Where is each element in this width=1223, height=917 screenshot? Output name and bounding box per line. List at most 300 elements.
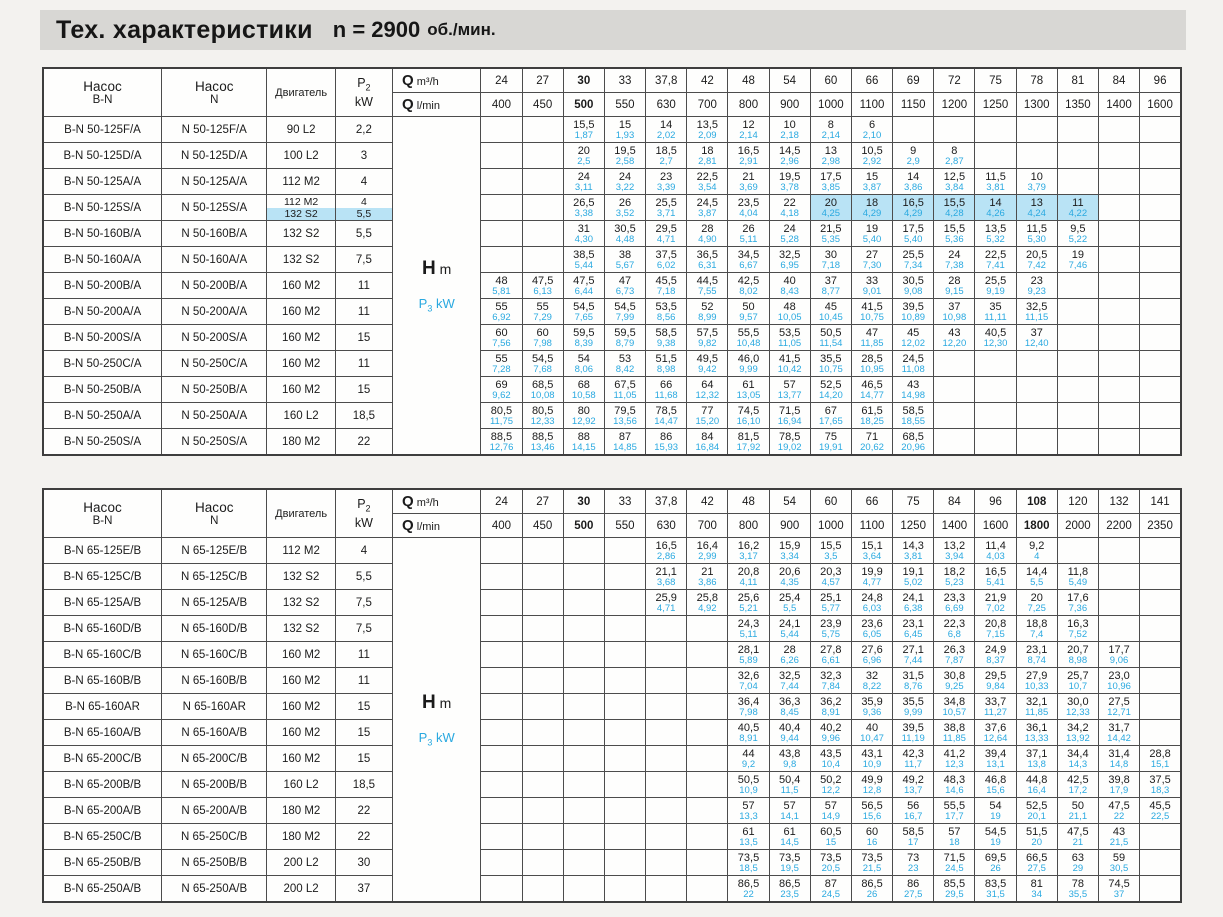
h-p-value-cell [1016, 798, 1057, 824]
empty-cell [1098, 564, 1139, 590]
power-value: 16,7 [903, 811, 923, 823]
flow-m3h-cell: 27 [522, 68, 563, 93]
h-p-value-cell [934, 221, 975, 247]
h-p-value-cell [810, 429, 851, 456]
head-value: 57 [824, 799, 837, 812]
flow-m3h-cell: 132 [1098, 489, 1139, 514]
empty-cell [646, 694, 687, 720]
power-value: 14,5 [780, 837, 799, 849]
empty-cell [1098, 616, 1139, 642]
h-p-value-cell [646, 429, 687, 456]
power-value: 7,46 [1068, 260, 1088, 272]
flow-lmin-cell: 1100 [851, 514, 892, 538]
pump-bn-cell: B-N 65-200C/B [43, 746, 162, 772]
h-p-value-cell [646, 221, 687, 247]
h-p-value-cell [975, 668, 1016, 694]
motor-cell: 180 M2 [267, 824, 335, 850]
head-value: 40 [865, 721, 879, 734]
power-value: 10,42 [777, 364, 802, 376]
head-value: 35,9 [861, 695, 883, 708]
empty-cell [604, 694, 645, 720]
h-p-value-cell [851, 720, 892, 746]
head-value: 25,5 [902, 248, 924, 261]
power-value: 2,18 [780, 130, 799, 142]
pump-bn-cell: B-N 50-160B/A [43, 221, 162, 247]
power-value: 2,09 [698, 130, 717, 142]
head-value: 58,5 [655, 326, 677, 339]
power-value: 12,02 [901, 338, 926, 350]
flow-m3h-cell: 30 [563, 489, 604, 514]
h-p-value-cell [893, 720, 934, 746]
empty-cell [522, 694, 563, 720]
h-p-value-cell [563, 195, 604, 221]
col-header-motor: Двигатель [267, 489, 335, 538]
power-value: 5,32 [986, 234, 1005, 246]
power-value: 10,45 [818, 312, 843, 324]
power-value: 2,58 [615, 156, 635, 168]
h-p-value-cell [687, 273, 728, 299]
pump-n-title: Насос [195, 499, 234, 515]
power-value: 16,4 [1027, 785, 1046, 797]
empty-cell [1140, 143, 1181, 169]
empty-cell [522, 538, 563, 564]
h-p-value-cell [687, 351, 728, 377]
h-p-value-cell [769, 876, 810, 903]
power-value: 2,7 [659, 156, 673, 168]
empty-cell [1140, 351, 1181, 377]
h-p-value-cell [810, 377, 851, 403]
pump-bn-sub: B-N [92, 514, 113, 527]
head-value: 73 [907, 851, 920, 864]
flow-lmin-cell: 2350 [1140, 514, 1181, 538]
h-p-value-cell [728, 720, 769, 746]
power-value: 22,5 [1150, 811, 1170, 823]
col-header-pump-n [162, 489, 267, 538]
title-bar [40, 10, 1186, 50]
empty-cell [563, 694, 604, 720]
empty-cell [563, 590, 604, 616]
h-p-value-cell [975, 850, 1016, 876]
h-p-value-cell [893, 299, 934, 325]
head-value: 54 [577, 352, 590, 365]
empty-cell [1140, 824, 1181, 850]
h-p-value-cell [604, 429, 645, 456]
head-value: 78,5 [778, 430, 801, 443]
flow-lmin-cell: 2000 [1057, 514, 1098, 538]
head-value: 83,5 [984, 877, 1007, 890]
head-value: 16,4 [696, 539, 719, 552]
h-p-value-cell [522, 377, 563, 403]
power-value: 8,56 [656, 312, 676, 324]
head-value: 24,5 [902, 352, 924, 365]
power-value: 4,22 [1068, 208, 1088, 220]
empty-cell [1016, 143, 1057, 169]
power-value: 5,40 [903, 234, 923, 246]
p2-cell: 3 [335, 143, 392, 169]
head-value: 35,5 [902, 695, 924, 708]
flow-m3h-cell: 84 [1098, 68, 1139, 93]
power-value: 5,11 [739, 234, 758, 246]
h-p-value-cell [563, 169, 604, 195]
power-value: 12,20 [942, 338, 967, 350]
h-p-value-cell [1057, 850, 1098, 876]
power-value: 5,75 [821, 629, 841, 641]
pump-table-65-container [42, 488, 1182, 903]
pump-row [43, 642, 1181, 668]
power-value: 10,75 [818, 364, 843, 376]
pump-bn-cell: B-N 50-250C/A [43, 351, 162, 377]
h-p-value-cell [646, 143, 687, 169]
empty-cell [1140, 694, 1181, 720]
head-value: 61 [742, 825, 755, 838]
head-value: 24,9 [984, 643, 1007, 656]
h-p-value-cell [1057, 876, 1098, 903]
power-value: 3,69 [739, 182, 758, 194]
h-p-value-cell [563, 143, 604, 169]
h-p-value-cell [1016, 668, 1057, 694]
power-value: 16 [866, 837, 878, 849]
empty-cell [522, 876, 563, 903]
empty-cell [687, 616, 728, 642]
h-p-value-cell [934, 642, 975, 668]
empty-cell [563, 746, 604, 772]
empty-cell [522, 850, 563, 876]
motor-cell: 132 S2 [267, 616, 335, 642]
head-value: 38,8 [943, 721, 966, 734]
p2-cell: 5,5 [335, 564, 392, 590]
h-p-value-cell [687, 377, 728, 403]
head-value: 55,5 [943, 799, 966, 812]
h-p-value-cell [769, 824, 810, 850]
empty-cell [1016, 117, 1057, 143]
power-value: 7,18 [656, 286, 676, 298]
h-p-value-cell [1098, 642, 1139, 668]
pump-row [43, 429, 1181, 456]
head-value: 15,9 [778, 539, 801, 552]
h-p-value-cell [769, 273, 810, 299]
power-value: 11,85 [860, 338, 884, 350]
head-value: 30,5 [902, 274, 924, 287]
power-value: 12,71 [1107, 707, 1131, 719]
h-p-value-cell [687, 325, 728, 351]
head-value: 19 [865, 222, 879, 235]
power-value: 1,93 [615, 130, 635, 142]
head-value: 14 [989, 196, 1002, 209]
p2-cell: 22 [335, 824, 392, 850]
col-header-pump-bn [43, 489, 162, 538]
power-value: 7,4 [1030, 629, 1044, 641]
h-p-value-cell [728, 169, 769, 195]
h-p-value-cell [563, 429, 604, 456]
head-value: 44,8 [1026, 773, 1048, 786]
head-value: 13,5 [984, 222, 1007, 235]
power-value: 5,40 [862, 234, 882, 246]
head-value: 51,5 [1026, 825, 1048, 838]
power-value: 21,1 [1068, 811, 1088, 823]
h-p-value-cell [1098, 694, 1139, 720]
h-p-value-cell [522, 273, 563, 299]
empty-cell [604, 642, 645, 668]
power-value: 6,73 [615, 286, 635, 298]
power-value: 20,5 [821, 863, 841, 875]
p2-cell: 7,5 [335, 616, 392, 642]
p2-cell: 11 [335, 299, 392, 325]
head-value: 16,5 [655, 539, 677, 552]
h-p-value-cell [563, 325, 604, 351]
empty-cell [1140, 195, 1181, 221]
p2-cell: 5,5 [335, 221, 392, 247]
head-value: 19,9 [861, 565, 883, 578]
empty-cell [522, 169, 563, 195]
head-value: 71 [865, 430, 879, 443]
empty-cell [1098, 169, 1139, 195]
flow-lmin-cell: 2200 [1098, 514, 1139, 538]
empty-cell [687, 798, 728, 824]
empty-cell [1098, 351, 1139, 377]
power-value: 3,22 [615, 182, 635, 194]
h-p-value-cell [893, 668, 934, 694]
power-value: 17,7 [945, 811, 964, 823]
power-value: 3,87 [862, 182, 882, 194]
table-header [43, 489, 1181, 538]
empty-cell [563, 850, 604, 876]
hp-axis-label [393, 258, 480, 314]
empty-cell [481, 720, 522, 746]
power-value: 6,69 [945, 603, 964, 615]
head-value: 17,7 [1108, 643, 1130, 656]
head-value: 25,5 [984, 274, 1007, 287]
flow-m3h-cell: 60 [810, 489, 851, 514]
pump-row [43, 772, 1181, 798]
pump-n-cell: N 50-125S/A [162, 195, 267, 221]
h-p-value-cell [934, 195, 975, 221]
empty-cell [1057, 117, 1098, 143]
power-value: 9,25 [945, 681, 964, 693]
h-p-value-cell [851, 668, 892, 694]
head-value: 27,8 [820, 643, 842, 656]
power-value: 4,90 [698, 234, 717, 246]
empty-cell [522, 746, 563, 772]
power-value: 7,98 [739, 707, 758, 719]
power-value: 4,29 [862, 208, 882, 220]
h-p-value-cell [522, 325, 563, 351]
h-p-value-cell [728, 824, 769, 850]
power-value: 13,56 [613, 416, 637, 428]
h-p-value-cell [810, 325, 851, 351]
h-p-value-cell [769, 616, 810, 642]
flow-lmin-cell: 1250 [893, 514, 934, 538]
head-value: 60 [536, 326, 549, 339]
h-p-value-cell [604, 143, 645, 169]
head-value: 28 [948, 274, 961, 287]
head-value: 14 [907, 170, 920, 183]
h-p-value-cell [810, 273, 851, 299]
power-value: 10,05 [777, 312, 802, 324]
empty-cell [522, 616, 563, 642]
h-p-value-cell [563, 117, 604, 143]
pump-row [43, 221, 1181, 247]
head-value: 33,7 [984, 695, 1007, 708]
h-p-value-cell [769, 772, 810, 798]
empty-cell [1057, 377, 1098, 403]
power-value: 13,3 [739, 811, 758, 823]
power-value: 8,37 [986, 655, 1005, 667]
empty-cell [1057, 351, 1098, 377]
h-p-value-cell [728, 117, 769, 143]
h-p-value-cell [810, 221, 851, 247]
head-value: 8 [827, 118, 834, 131]
h-p-value-cell [934, 850, 975, 876]
h-p-value-cell [769, 299, 810, 325]
head-value: 24,1 [778, 617, 801, 630]
power-value: 11,19 [901, 733, 925, 745]
head-value: 42,5 [737, 274, 760, 287]
empty-cell [522, 590, 563, 616]
pump-bn-cell: B-N 50-125A/A [43, 169, 162, 195]
pump-bn-cell: B-N 65-250A/B [43, 876, 162, 903]
head-value: 46,8 [984, 773, 1007, 786]
power-value: 3,38 [574, 208, 594, 220]
head-value: 27,9 [1026, 669, 1048, 682]
pump-n-cell: N 65-200C/B [162, 746, 267, 772]
head-value: 45 [907, 326, 920, 339]
empty-cell [522, 772, 563, 798]
h-p-value-cell [522, 351, 563, 377]
power-value: 3,86 [698, 577, 717, 589]
power-value: 7,44 [780, 681, 799, 693]
motor-cell: 160 M2 [267, 377, 335, 403]
h-p-value-cell [728, 798, 769, 824]
h-p-value-cell [810, 169, 851, 195]
power-value: 7,84 [821, 681, 841, 693]
p2-cell: 15 [335, 377, 392, 403]
h-p-value-cell [975, 876, 1016, 903]
power-value: 20 [1031, 837, 1042, 849]
head-value: 60 [865, 825, 879, 838]
h-p-value-cell [728, 429, 769, 456]
flow-lmin-cell: 630 [646, 514, 687, 538]
power-value: 8,76 [903, 681, 923, 693]
head-value: 40,2 [820, 721, 842, 734]
h-p-value-cell [975, 299, 1016, 325]
power-value: 11,54 [819, 338, 843, 350]
flow-m3h-cell: 37,8 [646, 68, 687, 93]
head-value: 88,5 [531, 430, 554, 443]
h-p-value-cell [687, 429, 728, 456]
power-value: 20,1 [1027, 811, 1046, 823]
empty-cell [1140, 538, 1181, 564]
power-value: 7,99 [615, 312, 635, 324]
h-p-value-cell [810, 590, 851, 616]
head-value: 39,4 [984, 747, 1007, 760]
empty-cell [1140, 616, 1181, 642]
h-p-value-cell [769, 117, 810, 143]
empty-cell [646, 668, 687, 694]
h-p-value-cell [810, 850, 851, 876]
h-p-value-cell [1016, 772, 1057, 798]
flow-m3h-cell: 81 [1057, 68, 1098, 93]
h-p-value-cell [893, 273, 934, 299]
head-value: 36,5 [696, 248, 719, 261]
h-p-value-cell [1016, 325, 1057, 351]
h-p-value-cell [769, 720, 810, 746]
h-p-value-cell [810, 299, 851, 325]
pump-n-cell: N 50-250S/A [162, 429, 267, 456]
head-meters-label: H m [422, 691, 452, 713]
head-value: 86 [660, 430, 673, 443]
head-value: 57 [948, 825, 961, 838]
head-value: 47,5 [573, 274, 595, 287]
power-value: 12,40 [1024, 338, 1049, 350]
pump-bn-cell: B-N 50-250S/A [43, 429, 162, 456]
h-p-value-cell [563, 377, 604, 403]
h-p-value-cell [687, 564, 728, 590]
power-value: 15,1 [1150, 759, 1170, 771]
head-value: 47,5 [1108, 799, 1130, 812]
power-value: 7,65 [574, 312, 594, 324]
h-p-value-cell [646, 169, 687, 195]
h-p-value-cell [769, 351, 810, 377]
pump-spec-table-1 [42, 67, 1182, 456]
h-p-value-cell [728, 616, 769, 642]
empty-cell [1098, 299, 1139, 325]
head-value: 50,5 [820, 326, 842, 339]
h-p-value-cell [934, 169, 975, 195]
power-value: 21 [1072, 837, 1084, 849]
head-value: 52 [701, 300, 714, 313]
head-value: 21 [742, 170, 755, 183]
power-value: 3,17 [739, 551, 758, 563]
h-p-value-cell [728, 325, 769, 351]
power-value: 34 [1031, 889, 1042, 901]
head-meters-label: H m [422, 257, 452, 279]
head-value: 15 [865, 170, 879, 183]
motor-cell: 180 M2 [267, 798, 335, 824]
col-header-pump-n [162, 68, 267, 117]
empty-cell [975, 351, 1016, 377]
flow-lmin-cell: 1800 [1016, 514, 1057, 538]
motor-cell: 160 M2 [267, 273, 335, 299]
head-value: 21,5 [820, 222, 842, 235]
head-value: 68,5 [902, 430, 924, 443]
empty-cell [1057, 325, 1098, 351]
h-p-value-cell [975, 798, 1016, 824]
power-value: 14,8 [1109, 759, 1129, 771]
pump-bn-cell: B-N 50-125F/A [43, 117, 162, 143]
power-value: 35,5 [1068, 889, 1088, 901]
empty-cell [481, 694, 522, 720]
head-value: 59,5 [573, 326, 595, 339]
empty-cell [1140, 720, 1181, 746]
power-value: 2,91 [739, 156, 758, 168]
head-value: 30 [824, 248, 837, 261]
head-value: 9 [910, 144, 917, 157]
pump-bn-sub: B-N [92, 93, 113, 106]
pump-bn-cell: B-N 65-160C/B [43, 642, 162, 668]
head-value: 58,5 [902, 404, 924, 417]
power-value: 8,42 [615, 364, 635, 376]
pump-row [43, 798, 1181, 824]
h-p-value-cell [481, 273, 522, 299]
head-value: 60 [495, 326, 508, 339]
head-value: 47 [865, 326, 879, 339]
motor-cell: 132 S2 [267, 221, 335, 247]
pump-bn-cell: B-N 65-200A/B [43, 798, 162, 824]
q-m3h-header: Q m³/h [393, 68, 481, 93]
h-p-value-cell [893, 143, 934, 169]
h-p-value-cell [728, 590, 769, 616]
motor-cell: 90 L2 [267, 117, 335, 143]
